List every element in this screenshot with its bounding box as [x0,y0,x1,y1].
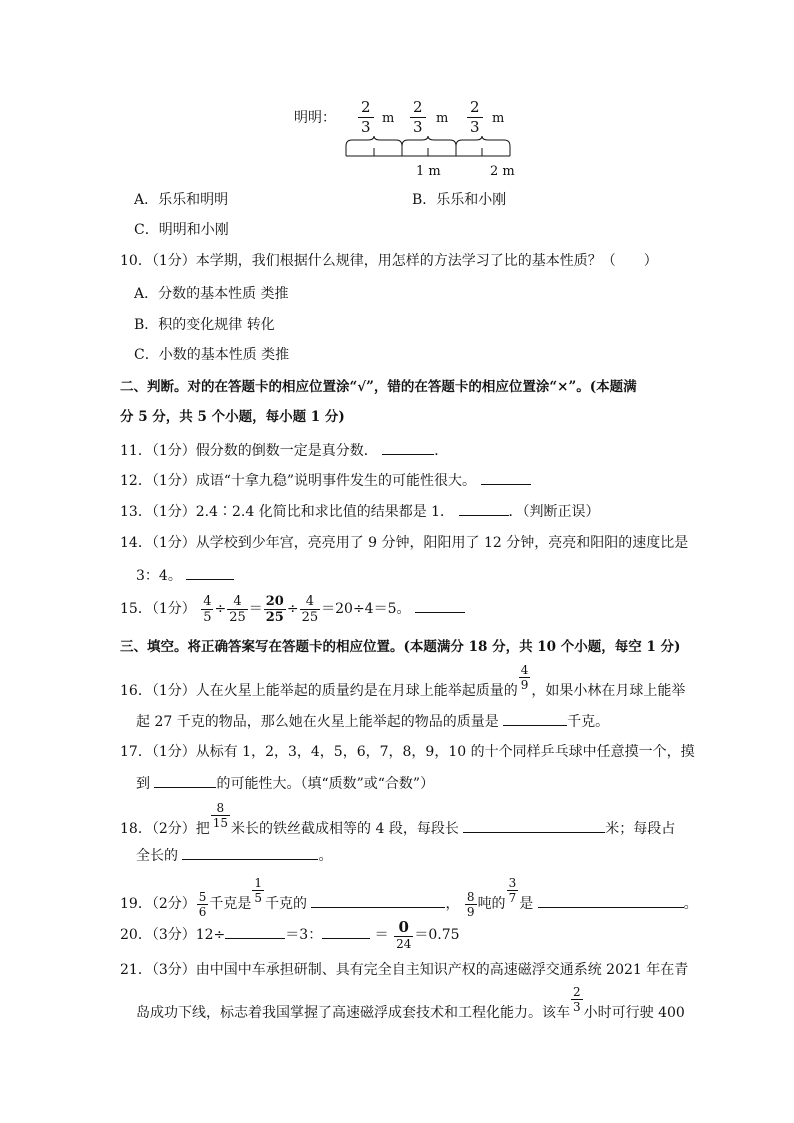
q19-fraction-1: $\frac{5}{6}$ [198,889,207,919]
q20 [120,920,460,950]
q14-answer-blank[interactable] [186,565,234,580]
q12 [120,470,531,491]
q21-line2b: 小时可行驶 400 [583,1005,685,1021]
q15-prefix: 15．（1分） [120,601,196,617]
q9-option-c: C．明明和小刚 [134,222,229,238]
diagram-label: 明明： [294,110,336,126]
ruler-svg [340,136,520,164]
segment-fraction-1: $\frac{2}{3}$ [358,100,374,135]
q20-fraction: $\frac{0}{24}$ [396,918,412,951]
q19-t3: ， [445,896,460,912]
q20-t1: ＝3： [285,927,323,943]
q19-t5: 是 [519,896,538,912]
section2-heading-line1: 二、判断。对的在答题卡的相应位置涂“√”，错的在答题卡的相应位置涂“×”。(本题满 [120,379,637,395]
q11-tail: ． [434,443,449,459]
q19-answer-blank-1[interactable] [311,893,445,908]
q9-option-b: B．乐乐和小刚 [412,192,507,208]
q17-line2a: 到 [136,776,155,792]
tick-label-1m: 1 m [416,164,441,179]
segment-fraction-2: $\frac{2}{3}$ [410,100,426,135]
q19-answer-blank-2[interactable] [538,893,684,908]
q18-line1 [120,802,675,844]
q20-prefix: 20．（3分）12÷ [120,927,226,943]
q20-t3: ＝0.75 [414,927,460,943]
q17-answer-blank[interactable] [154,773,216,788]
q14-line1: 14．（1分）从学校到少年宫，亮亮用了 9 分钟，阳阳用了 12 分钟，亮亮和阳阳的速度比是 [120,535,689,551]
segment-unit-2: m [436,111,449,126]
q18-tail: 米；每段占 [605,821,676,837]
q15-eq: ＝ [248,601,263,617]
q20-answer-blank-2[interactable] [322,924,370,939]
q12-text: 12．（1分）成语“十拿九稳”说明事件发生的可能性很大。 [120,473,477,489]
q21-line2 [136,986,685,1028]
q20-blank-numerator[interactable]: 0 [398,918,409,936]
q18-line2a: 全长的 [136,848,183,864]
q18-answer-blank-1[interactable] [463,818,605,833]
q18-fraction: $\frac{8}{15}$ [212,801,229,830]
q16-line1b: ，如果小林在月球上能举 [531,683,686,699]
q13-answer-blank[interactable] [459,501,509,516]
q10-option-c: C．小数的基本性质 类推 [134,347,290,363]
q21-line1: 21．（3分）由中国中车承担研制、具有完全自主知识产权的高速磁浮交通系统 2021 年在青 [120,962,689,978]
q15-fraction-1: $\frac{4}{5}$ [203,593,212,625]
q19-fraction-2: $\frac{1}{5}$ [254,876,263,905]
q15-tail: ＝20÷4＝5。 [321,601,411,617]
q16-line2a: 起 27 千克的物品，那么她在火星上能举起的物品的质量是 [136,714,504,730]
segment-fraction-3: $\frac{2}{3}$ [467,100,483,135]
q9-option-a: A．乐乐和明明 [134,192,229,208]
q16-answer-blank[interactable] [503,711,567,726]
q19-fraction-3: $\frac{8}{9}$ [466,889,475,919]
q18-line2b: 。 [318,848,333,864]
section3-heading: 三、填空。将正确答案写在答题卡的相应位置。(本题满分 18 分，共 10 个小题，每空 1 分) [120,639,681,655]
q16-line1a: 16．（1分）人在火星上能举起的质量约是在月球上能举起质量的 [120,683,518,699]
brace-3 [456,136,510,146]
q16-fraction: $\frac{4}{9}$ [520,663,529,692]
q13-text: 13．（1分）2.4∶2.4 化简比和求比值的结果都是 1． [120,504,455,520]
q19-prefix: 19．（2分） [120,896,196,912]
q19-t1: 千克是 [209,896,252,912]
tick-label-2m: 2 m [490,164,515,179]
q17-line2 [136,773,434,794]
q18-answer-blank-2[interactable] [182,845,318,860]
q19-fraction-4: $\frac{3}{7}$ [508,876,517,905]
q15-div-1: ÷ [214,601,227,617]
q11 [120,440,448,461]
q10-option-a: A．分数的基本性质 类推 [134,286,289,302]
q15-fraction-2: $\frac{4}{25}$ [229,593,246,625]
q11-answer-blank[interactable] [382,440,434,455]
q17-line1: 17．（1分）从标有 1，2，3，4，5，6，7，8，9，10 的十个同样乒乓球中任意摸一个，摸 [120,744,695,760]
q16-line2 [136,711,609,732]
q15-div-2: ÷ [286,601,299,617]
q19 [120,877,698,919]
q21-fraction: $\frac{2}{3}$ [573,985,581,1014]
q18-mid: 米长的铁丝截成相等的 4 段，每段长 [231,821,464,837]
segment-unit-1: m [382,111,395,126]
q19-t4: 吨的 [477,896,506,912]
q15-fraction-3: $\frac{20}{25}$ [265,593,284,625]
q15 [120,594,465,624]
brace-2 [402,136,456,146]
q20-answer-blank-1[interactable] [225,924,285,939]
q15-answer-blank[interactable] [415,598,465,613]
q16-line1 [120,664,685,706]
q20-t2: ＝ [370,927,394,943]
q18-line2 [136,845,332,866]
q18-prefix: 18．（2分）把 [120,821,210,837]
brace-1 [346,136,402,146]
q14-line2-text: 3：4。 [136,568,182,584]
q19-t2: 千克的 [265,896,312,912]
q10-stem: 10．（1分）本学期，我们根据什么规律，用怎样的方法学习了比的基本性质？（ ） [120,253,658,269]
q11-text: 11．（1分）假分数的倒数一定是真分数． [120,443,378,459]
q10-option-b: B．积的变化规律 转化 [134,317,275,333]
q14-line2 [136,565,234,586]
q13 [120,501,600,522]
q13-tail: ．（判断正误） [508,504,600,520]
q16-line2b: 千克。 [567,714,610,730]
q15-fraction-4: $\frac{4}{25}$ [301,593,319,625]
q19-t6: 。 [683,896,698,912]
section2-heading-line2: 分 5 分，共 5 个小题，每小题 1 分) [120,409,345,425]
q21-line2a: 岛成功下线，标志着我国掌握了高速磁浮成套技术和工程化能力。该车 [136,1005,570,1021]
q12-answer-blank[interactable] [481,470,531,485]
q17-line2b: 的可能性大。（填“质数”或“合数”） [216,776,435,792]
segment-unit-3: m [492,111,505,126]
